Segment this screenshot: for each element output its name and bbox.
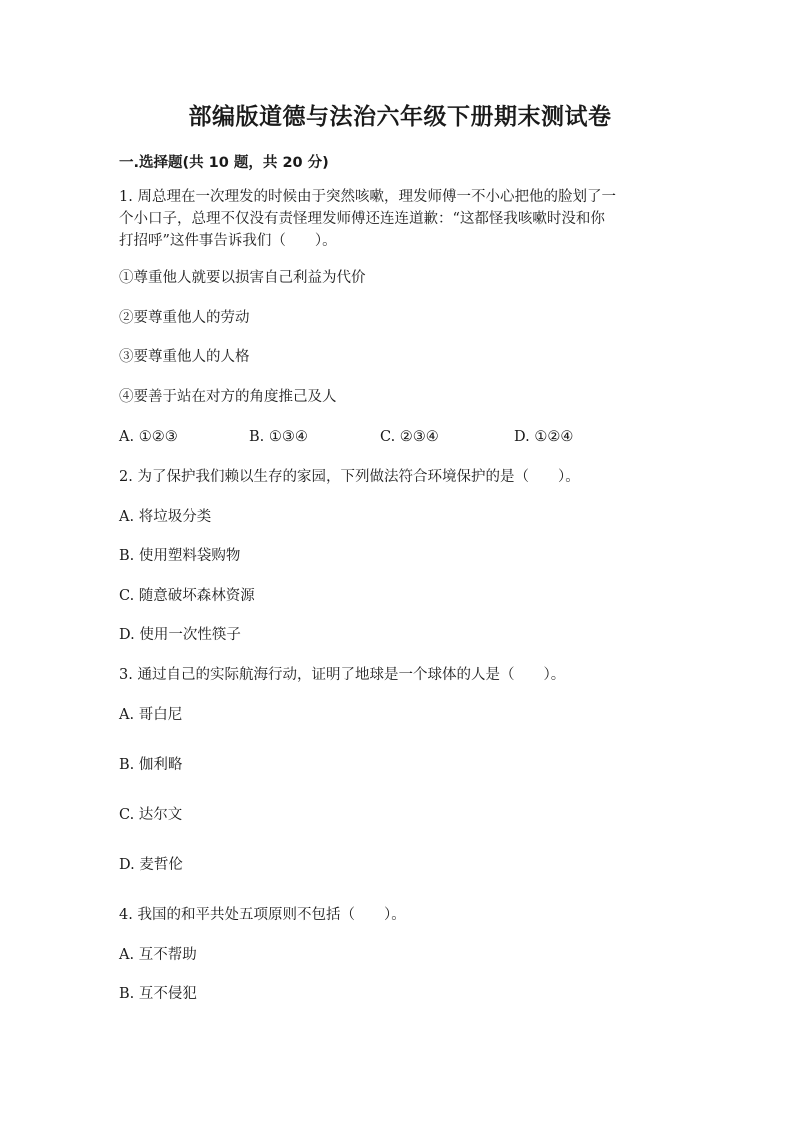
page-title: 部编版道德与法治六年级下册期末测试卷 bbox=[188, 104, 612, 130]
option-a[interactable]: A. 哥白尼 bbox=[119, 707, 183, 723]
statement-item: ④要善于站在对方的角度推己及人 bbox=[119, 389, 337, 405]
statement-item: ③要尊重他人的人格 bbox=[119, 349, 250, 365]
option-b[interactable]: B. ①③④ bbox=[249, 429, 308, 445]
option-b[interactable]: B. 互不侵犯 bbox=[119, 986, 197, 1002]
option-b[interactable]: B. 使用塑料袋购物 bbox=[119, 548, 241, 564]
question-stem-line: 个小口子，总理不仅没有责怪理发师傅还连连道歉：“这都怪我咳嗽时没和你 bbox=[119, 211, 605, 227]
question-stem-line: 打招呼”这件事告诉我们（ ）。 bbox=[119, 233, 337, 249]
option-d[interactable]: D. 麦哲伦 bbox=[119, 857, 183, 873]
question-stem: 4. 我国的和平共处五项原则不包括（ ）。 bbox=[119, 907, 406, 923]
option-d[interactable]: D. 使用一次性筷子 bbox=[119, 627, 241, 643]
option-a[interactable]: A. ①②③ bbox=[119, 429, 178, 445]
question-stem: 2. 为了保护我们赖以生存的家园，下列做法符合环境保护的是（ ）。 bbox=[119, 469, 580, 485]
section-header: 一.选择题(共 10 题，共 20 分) bbox=[119, 155, 329, 171]
question-stem: 3. 通过自己的实际航海行动，证明了地球是一个球体的人是（ ）。 bbox=[119, 667, 566, 683]
option-c[interactable]: C. 随意破坏森林资源 bbox=[119, 588, 255, 604]
option-a[interactable]: A. 将垃圾分类 bbox=[119, 509, 212, 525]
option-c[interactable]: C. ②③④ bbox=[380, 429, 439, 445]
option-a[interactable]: A. 互不帮助 bbox=[119, 947, 197, 963]
statement-item: ①尊重他人就要以损害自己利益为代价 bbox=[119, 270, 366, 286]
option-c[interactable]: C. 达尔文 bbox=[119, 807, 183, 823]
question-stem-line: 1. 周总理在一次理发的时候由于突然咳嗽，理发师傅一不小心把他的脸划了一 bbox=[119, 189, 616, 205]
option-b[interactable]: B. 伽利略 bbox=[119, 757, 183, 773]
option-d[interactable]: D. ①②④ bbox=[514, 429, 574, 445]
statement-item: ②要尊重他人的劳动 bbox=[119, 310, 250, 326]
